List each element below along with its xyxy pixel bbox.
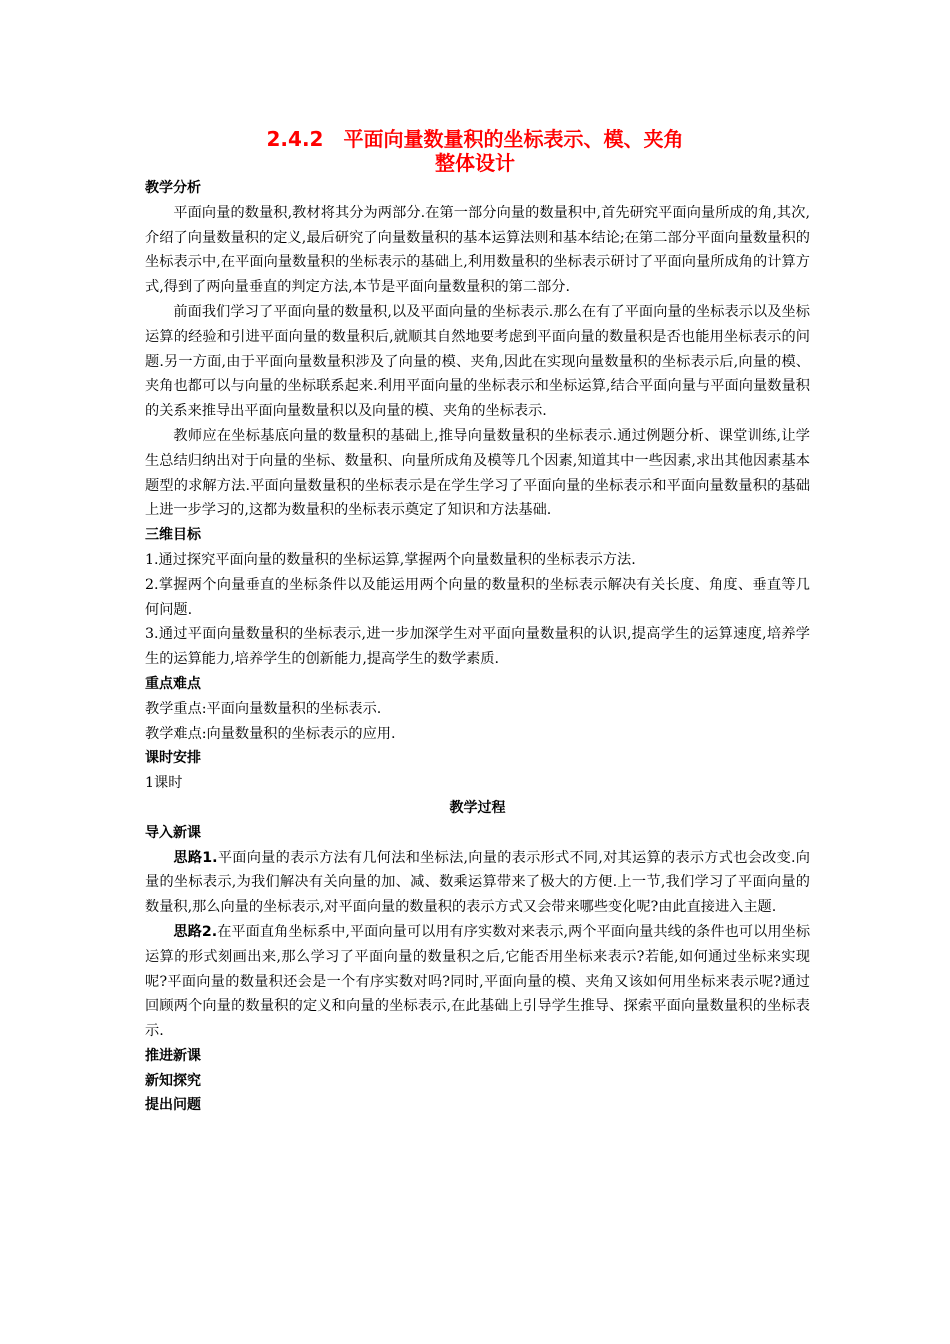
section-heading-goals: 三维目标: [145, 527, 201, 544]
idea-1-label: 思路1.: [173, 849, 218, 866]
document-title: 2.4.2 平面向量数量积的坐标表示、模、夹角: [266, 127, 684, 151]
teaching-focus: 教学重点:平面向量数量积的坐标表示.: [145, 700, 382, 717]
teaching-difficulty: 教学难点:向量数量积的坐标表示的应用.: [145, 725, 396, 742]
subheading-question: 提出问题: [145, 1097, 201, 1114]
goal-item-2: 2.掌握两个向量垂直的坐标条件以及能运用两个向量的数量积的坐标表示解决有关长度、角度、垂直等几何问题.: [145, 576, 810, 618]
document-subtitle: 整体设计: [435, 151, 515, 175]
subheading-advance: 推进新课: [145, 1047, 201, 1064]
subheading-intro: 导入新课: [145, 824, 201, 841]
subheading-explore: 新知探究: [145, 1072, 201, 1089]
section-heading-keypoints: 重点难点: [145, 675, 201, 692]
section-heading-analysis: 教学分析: [145, 180, 201, 196]
idea-2-text: 在平面直角坐标系中,平面向量可以用有序实数对来表示,两个平面向量共线的条件也可以用坐标运算的形式刻画出来,那么学习了平面向量的数量积之后,它能否用坐标来表示?若能,如何通过坐标来实现呢?平面向量的数量积还会是一个有序实数对吗?同时,平面向量的模、夹角又该如何用坐标来表示呢?通过回顾两个向量的数量积的定义和向量的坐标表示,在此基础上引导学生推导、探索平面向量数量积的坐标表示.: [145, 923, 811, 1040]
idea-1-text: 平面向量的表示方法有几何法和坐标法,向量的表示形式不同,对其运算的表示方式也会改变.向量的坐标表示,为我们解决有关向量的加、减、数乘运算带来了极大的方便.上一节,我们学习了平面向量的数量积,那么向量的坐标表示,对平面向量的数量积的表示方式又会带来哪些变化呢?由此直接进入主题.: [145, 849, 810, 916]
analysis-paragraph-1: 平面向量的数量积,教材将其分为两部分.在第一部分向量的数量积中,首先研究平面向量所成的角,其次,介绍了向量数量积的定义,最后研究了向量数量积的基本运算法则和基本结论;在第二部分平面向量数量积的坐标表示中,在平面向量数量积的坐标表示的基础上,利用数量积的坐标表示研讨了平面向量所成角的计算方式,得到了两向量垂直的判定方法,本节是平面向量数量积的第二部分.: [145, 204, 810, 296]
idea-2-paragraph: [145, 920, 810, 1044]
analysis-paragraph-2: 前面我们学习了平面向量的数量积,以及平面向量的坐标表示.那么在有了平面向量的坐标表示以及坐标运算的经验和引进平面向量的数量积后,就顺其自然地要考虑到平面向量的数量积是否也能用坐标表示的问题.另一方面,由于平面向量数量积涉及了向量的模、夹角,因此在实现向量数量积的坐标表示后,向量的模、夹角也都可以与向量的坐标联系起来.利用平面向量的坐标表示和坐标运算,结合平面向量与平面向量数量积的关系来推导出平面向量数量积以及向量的模、夹角的坐标表示.: [145, 303, 810, 420]
section-heading-process: 教学过程: [449, 799, 506, 816]
idea-2-label: 思路2.: [173, 923, 218, 940]
goal-item-1: 1.通过探究平面向量的数量积的坐标运算,掌握两个向量数量积的坐标表示方法.: [145, 551, 636, 568]
section-heading-schedule: 课时安排: [145, 750, 201, 767]
analysis-paragraph-3: 教师应在坐标基底向量的数量积的基础上,推导向量数量积的坐标表示.通过例题分析、课堂训练,让学生总结归纳出对于向量的坐标、数量积、向量所成角及模等几个因素,知道其中一些因素,求出其他因素基本题型的求解方法.平面向量数量积的坐标表示是在学生学习了平面向量的坐标表示和平面向量数量积的基础上进一步学习的,这都为数量积的坐标表示奠定了知识和方法基础.: [145, 427, 810, 519]
document-body: [145, 176, 810, 1118]
schedule-value: 1课时: [145, 775, 183, 792]
goal-item-3: 3.通过平面向量数量积的坐标表示,进一步加深学生对平面向量数量积的认识,提高学生的运算速度,培养学生的运算能力,培养学生的创新能力,提高学生的数学素质.: [145, 626, 810, 668]
idea-1-paragraph: [145, 846, 810, 920]
